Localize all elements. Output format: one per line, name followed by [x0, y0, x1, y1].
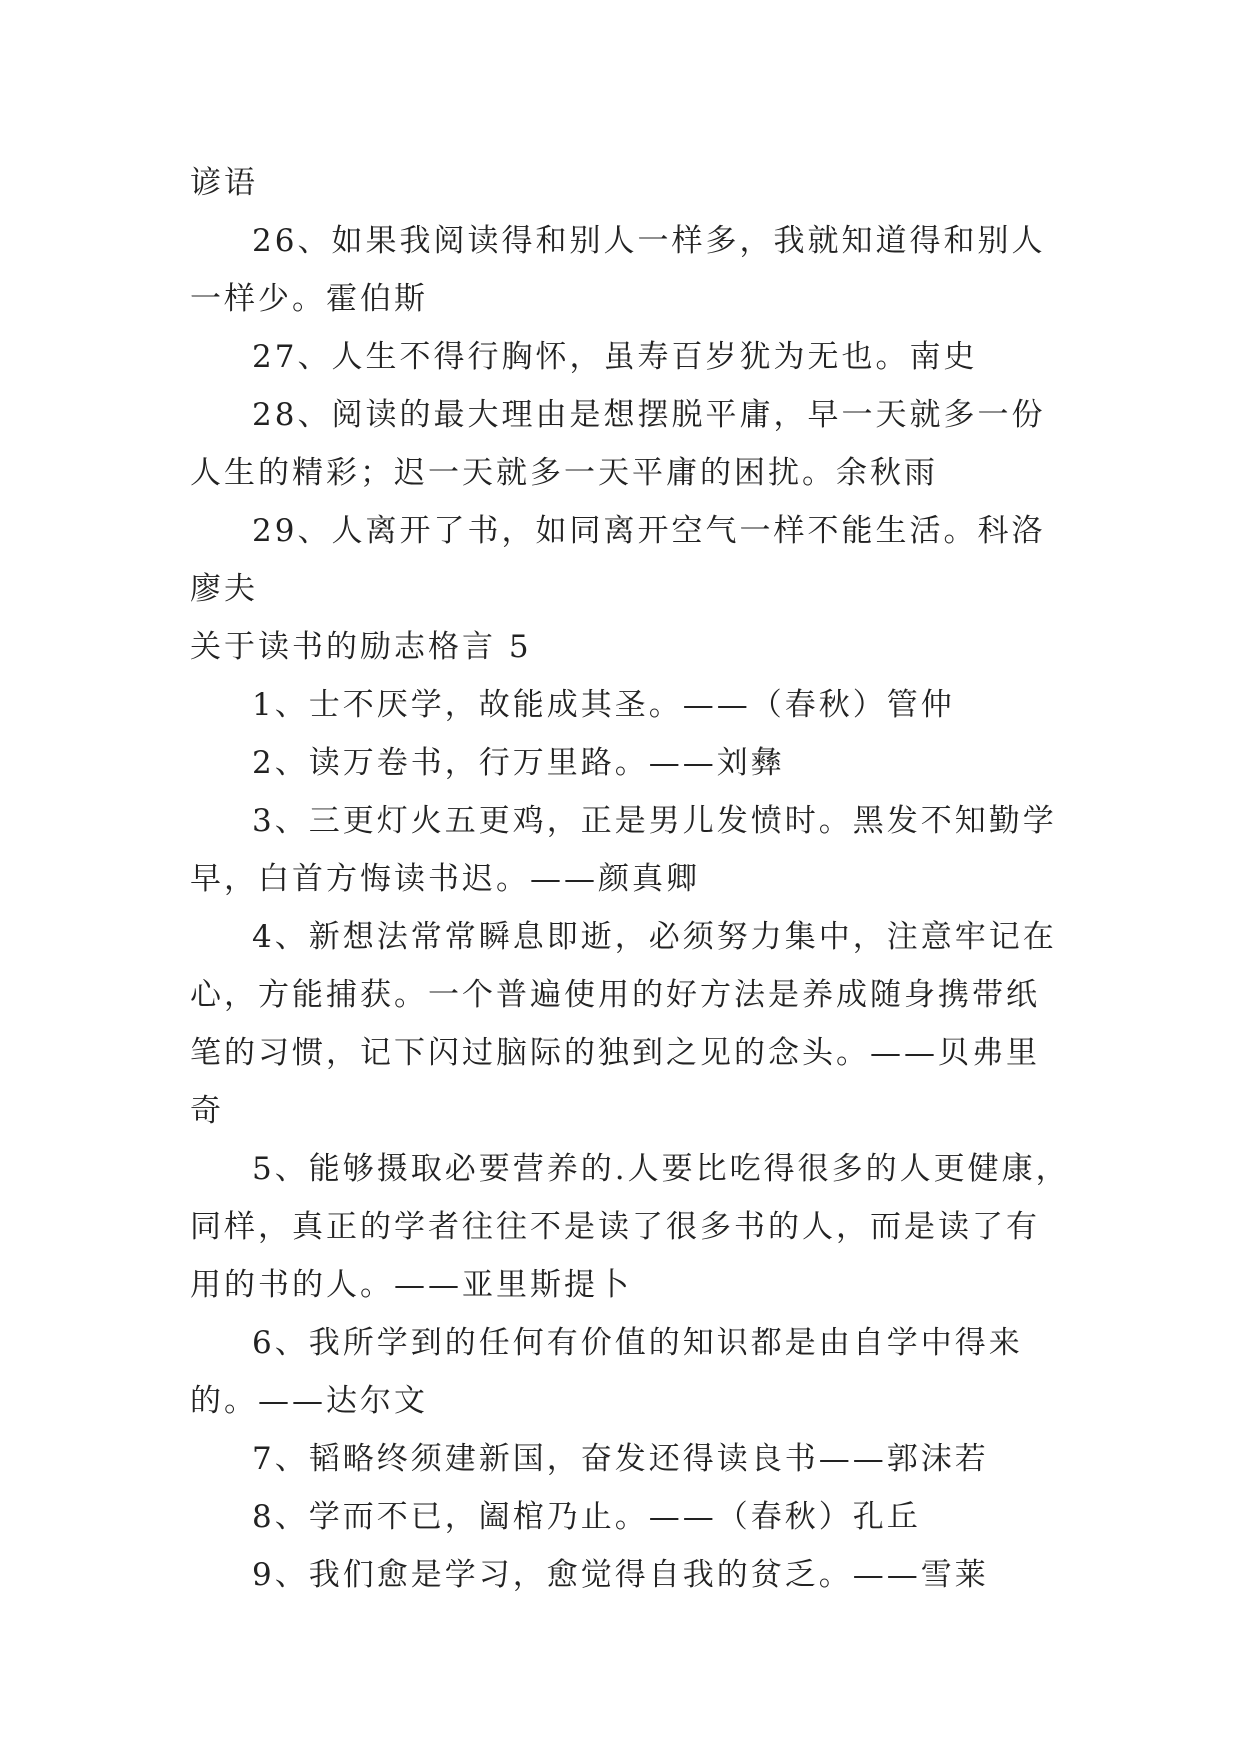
quote-item-4: 4、新想法常常瞬息即逝，必须努力集中，注意牢记在心，方能捕获。一个普遍使用的好方法是养成随身携带纸笔的习惯，记下闪过脑际的独到之见的念头。——贝弗里奇	[190, 919, 1057, 1129]
quote-item-1: 1、士不厌学，故能成其圣。——（春秋）管仲	[252, 687, 955, 723]
top-fragment: 谚语	[190, 165, 258, 201]
quote-item-3: 3、三更灯火五更鸡，正是男儿发愤时。黑发不知勤学早，白首方悔读书迟。——颜真卿	[190, 803, 1057, 897]
quote-item-6: 6、我所学到的任何有价值的知识都是由自学中得来的。——达尔文	[190, 1325, 1023, 1419]
quote-item-9: 9、我们愈是学习，愈觉得自我的贫乏。——雪莱	[252, 1557, 989, 1593]
quote-item-2: 2、读万卷书，行万里路。——刘彝	[252, 745, 785, 781]
document-body	[190, 154, 1070, 1604]
quote-item-5: 5、能够摄取必要营养的.人要比吃得很多的人更健康，同样，真正的学者往往不是读了很多书的人，而是读了有用的书的人。——亚里斯提卜	[190, 1151, 1070, 1303]
quote-item-29: 29、人离开了书，如同离开空气一样不能生活。科洛廖夫	[190, 513, 1046, 607]
quote-item-27: 27、人生不得行胸怀，虽寿百岁犹为无也。南史	[252, 339, 978, 375]
quote-item-28: 28、阅读的最大理由是想摆脱平庸，早一天就多一份人生的精彩；迟一天就多一天平庸的困扰。余秋雨	[190, 397, 1046, 491]
quote-item-8: 8、学而不已，阖棺乃止。——（春秋）孔丘	[252, 1499, 921, 1535]
quote-item-7: 7、韬略终须建新国，奋发还得读良书——郭沫若	[252, 1441, 989, 1477]
section-title: 关于读书的励志格言 5	[190, 629, 532, 665]
quote-item-26: 26、如果我阅读得和别人一样多，我就知道得和别人一样少。霍伯斯	[190, 223, 1046, 317]
